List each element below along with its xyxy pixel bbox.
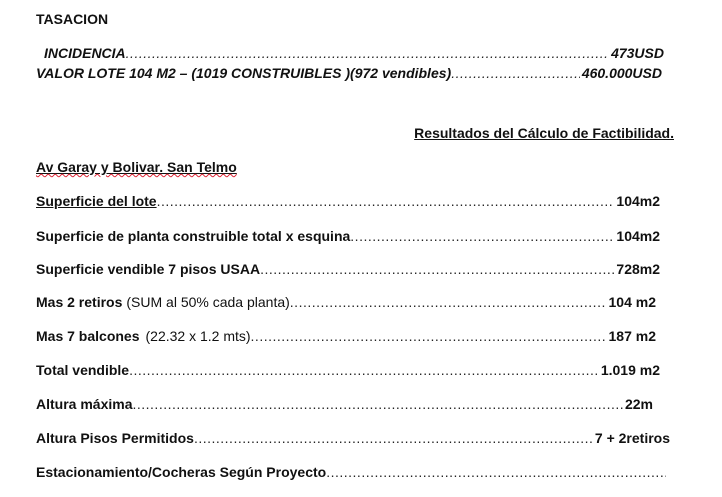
- row-superficie-planta: [36, 228, 660, 248]
- leader-dots: [290, 294, 607, 310]
- incidencia-value: 473USD: [611, 45, 664, 61]
- row-label: Mas 7 balcones: [36, 328, 140, 344]
- leader-dots: [251, 328, 607, 344]
- row-estacionamiento: [36, 464, 666, 484]
- row-note: (SUM al 50% cada planta): [126, 294, 290, 310]
- row-label: Superficie vendible 7 pisos USAA: [36, 261, 261, 277]
- address-heading: [36, 159, 237, 175]
- row-value: 22m: [624, 396, 653, 412]
- leader-dots: [451, 65, 580, 81]
- leader-dots: [126, 45, 609, 61]
- leader-dots: [194, 430, 593, 446]
- row-note: (22.32 x 1.2 mts): [145, 328, 251, 344]
- row-superficie-lote: [36, 193, 660, 213]
- row-altura-maxima: [36, 396, 653, 416]
- incidencia-label: INCIDENCIA: [44, 45, 126, 61]
- row-value: 104 m2: [608, 294, 656, 310]
- row-label: Total vendible: [36, 362, 130, 378]
- results-heading: Resultados del Cálculo de Factibilidad.: [414, 125, 674, 141]
- row-label: Mas 2 retiros: [36, 294, 123, 310]
- leader-dots: [129, 362, 599, 378]
- row-label: Altura máxima: [36, 396, 133, 412]
- row-superficie-vendible: [36, 261, 660, 281]
- row-value: 7 + 2retiros: [594, 430, 670, 446]
- leader-dots: [157, 193, 615, 209]
- address-text: Av Garay y Bolivar. San Telmo: [36, 159, 237, 175]
- row-value: 104m2: [616, 228, 660, 244]
- valor-lote-value: 460.000USD: [581, 65, 662, 81]
- row-label: Superficie de planta construible total x esquina: [36, 228, 351, 244]
- row-label: Altura Pisos Permitidos: [36, 430, 194, 446]
- valor-lote-label: VALOR LOTE 104 M2 – (1019 CONSTRUIBLES )(972 vendibles): [36, 65, 452, 81]
- document-title: TASACION: [36, 11, 109, 27]
- row-value: 187 m2: [608, 328, 656, 344]
- row-total-vendible: [36, 362, 660, 382]
- row-balcones: [36, 328, 656, 348]
- row-value: 728m2: [616, 261, 660, 277]
- leader-dots: [350, 228, 614, 244]
- row-value: 104m2: [616, 193, 660, 209]
- row-value: 1.019 m2: [600, 362, 660, 378]
- valor-lote-line: [36, 65, 662, 81]
- leader-dots: [326, 464, 666, 480]
- incidencia-line: [44, 45, 664, 61]
- row-label: Superficie del lote: [36, 193, 157, 209]
- row-label: Estacionamiento/Cocheras Según Proyecto: [36, 464, 327, 480]
- row-altura-pisos: [36, 430, 670, 450]
- row-retiros: [36, 294, 656, 314]
- leader-dots: [260, 261, 614, 277]
- leader-dots: [132, 396, 622, 412]
